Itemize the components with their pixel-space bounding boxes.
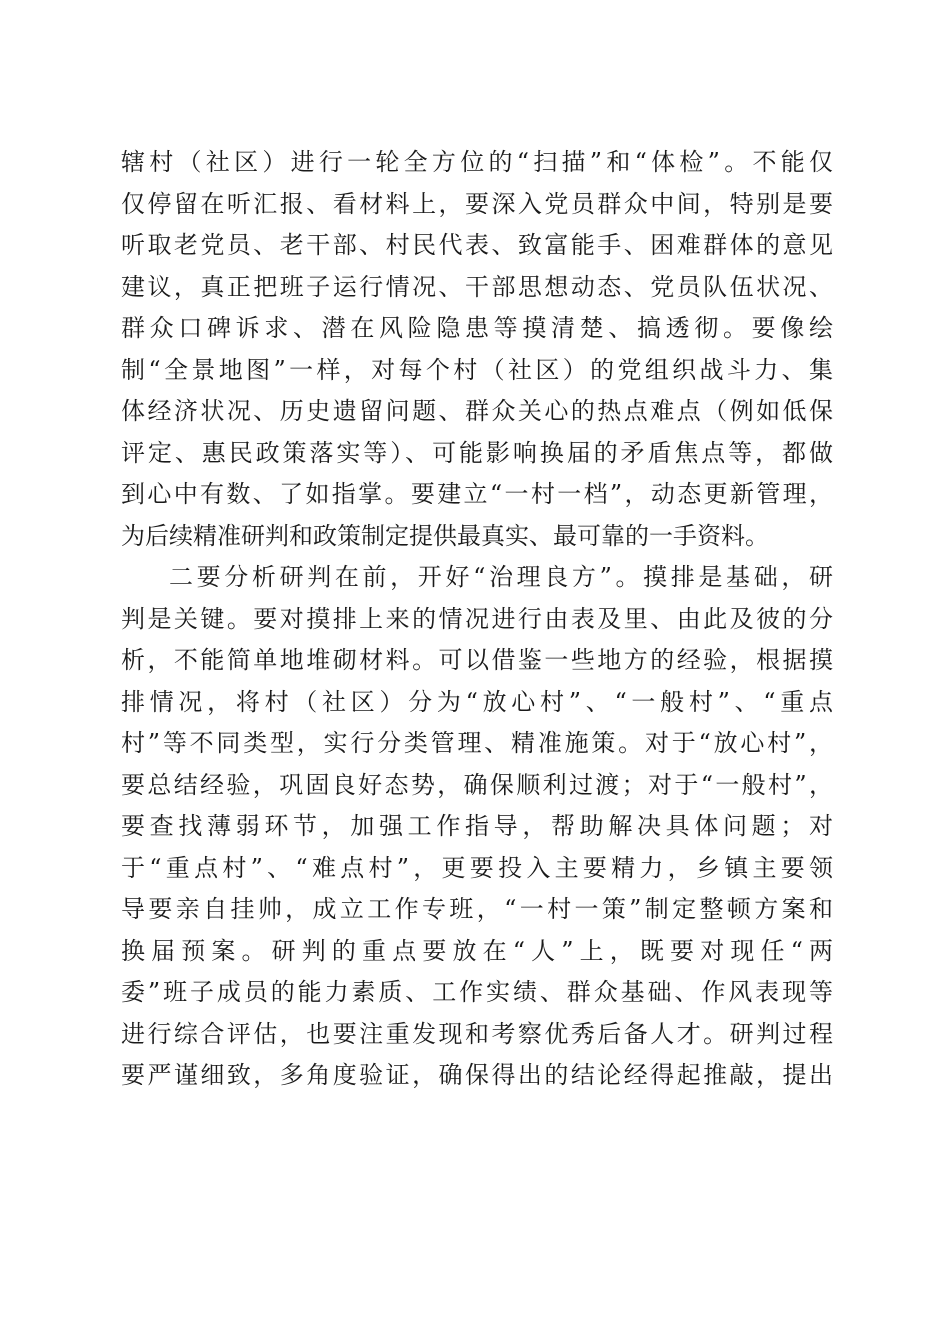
text-line: 判是关键。要对摸排上来的情况进行由表及里、由此及彼的分 (121, 604, 833, 633)
text-line: 到心中有数、了如指掌。要建立“一村一档”，动态更新管理， (121, 480, 833, 508)
text-line: 制“全景地图”一样，对每个村（社区）的党组织战斗力、集 (121, 355, 833, 384)
text-line: 建议，真正把班子运行情况、干部思想动态、党员队伍状况、 (121, 272, 833, 301)
text-line: 体经济状况、历史遗留问题、群众关心的热点难点（例如低保 (121, 397, 833, 425)
text-line: 为后续精准研判和政策制定提供最真实、最可靠的一手资料。 (121, 521, 769, 550)
paragraph-2 (121, 557, 833, 1097)
text-line: 村”等不同类型，实行分类管理、精准施策。对于“放心村”， (121, 729, 833, 757)
text-line: 群众口碑诉求、潜在风险隐患等摸清楚、搞透彻。要像绘 (121, 314, 833, 342)
text-line: 导要亲自挂帅，成立工作专班，“一村一策”制定整顿方案和 (121, 895, 833, 923)
text-line: 辖村（社区）进行一轮全方位的“扫描”和“体检”。不能仅 (121, 148, 833, 176)
text-line: 要总结经验，巩固良好态势，确保顺利过渡；对于“一般村”， (121, 770, 833, 799)
text-line: 听取老党员、老干部、村民代表、致富能手、困难群体的意见 (121, 231, 833, 259)
text-line: 评定、惠民政策落实等）、可能影响换届的矛盾焦点等，都做 (121, 438, 833, 467)
text-line: 仅停留在听汇报、看材料上，要深入党员群众中间，特别是要 (121, 189, 833, 218)
body-text (121, 142, 833, 1097)
text-line: 二要分析研判在前，开好“治理良方”。摸排是基础，研 (169, 563, 833, 591)
text-line: 排情况，将村（社区）分为“放心村”、“一般村”、“重点 (121, 687, 833, 716)
text-line: 析，不能简单地堆砌材料。可以借鉴一些地方的经验，根据摸 (121, 646, 833, 674)
text-line: 要查找薄弱环节，加强工作指导，帮助解决具体问题；对 (121, 812, 833, 840)
paragraph-1 (121, 142, 833, 557)
text-line: 进行综合评估，也要注重发现和考察优秀后备人才。研判过程 (121, 1019, 833, 1048)
text-line: 要严谨细致，多角度验证，确保得出的结论经得起推敲，提出 (121, 1061, 833, 1089)
text-line: 委”班子成员的能力素质、工作实绩、群众基础、作风表现等 (121, 978, 833, 1006)
text-line: 换届预案。研判的重点要放在“人”上，既要对现任“两 (121, 936, 833, 965)
text-line: 于“重点村”、“难点村”，更要投入主要精力，乡镇主要领 (121, 853, 833, 882)
